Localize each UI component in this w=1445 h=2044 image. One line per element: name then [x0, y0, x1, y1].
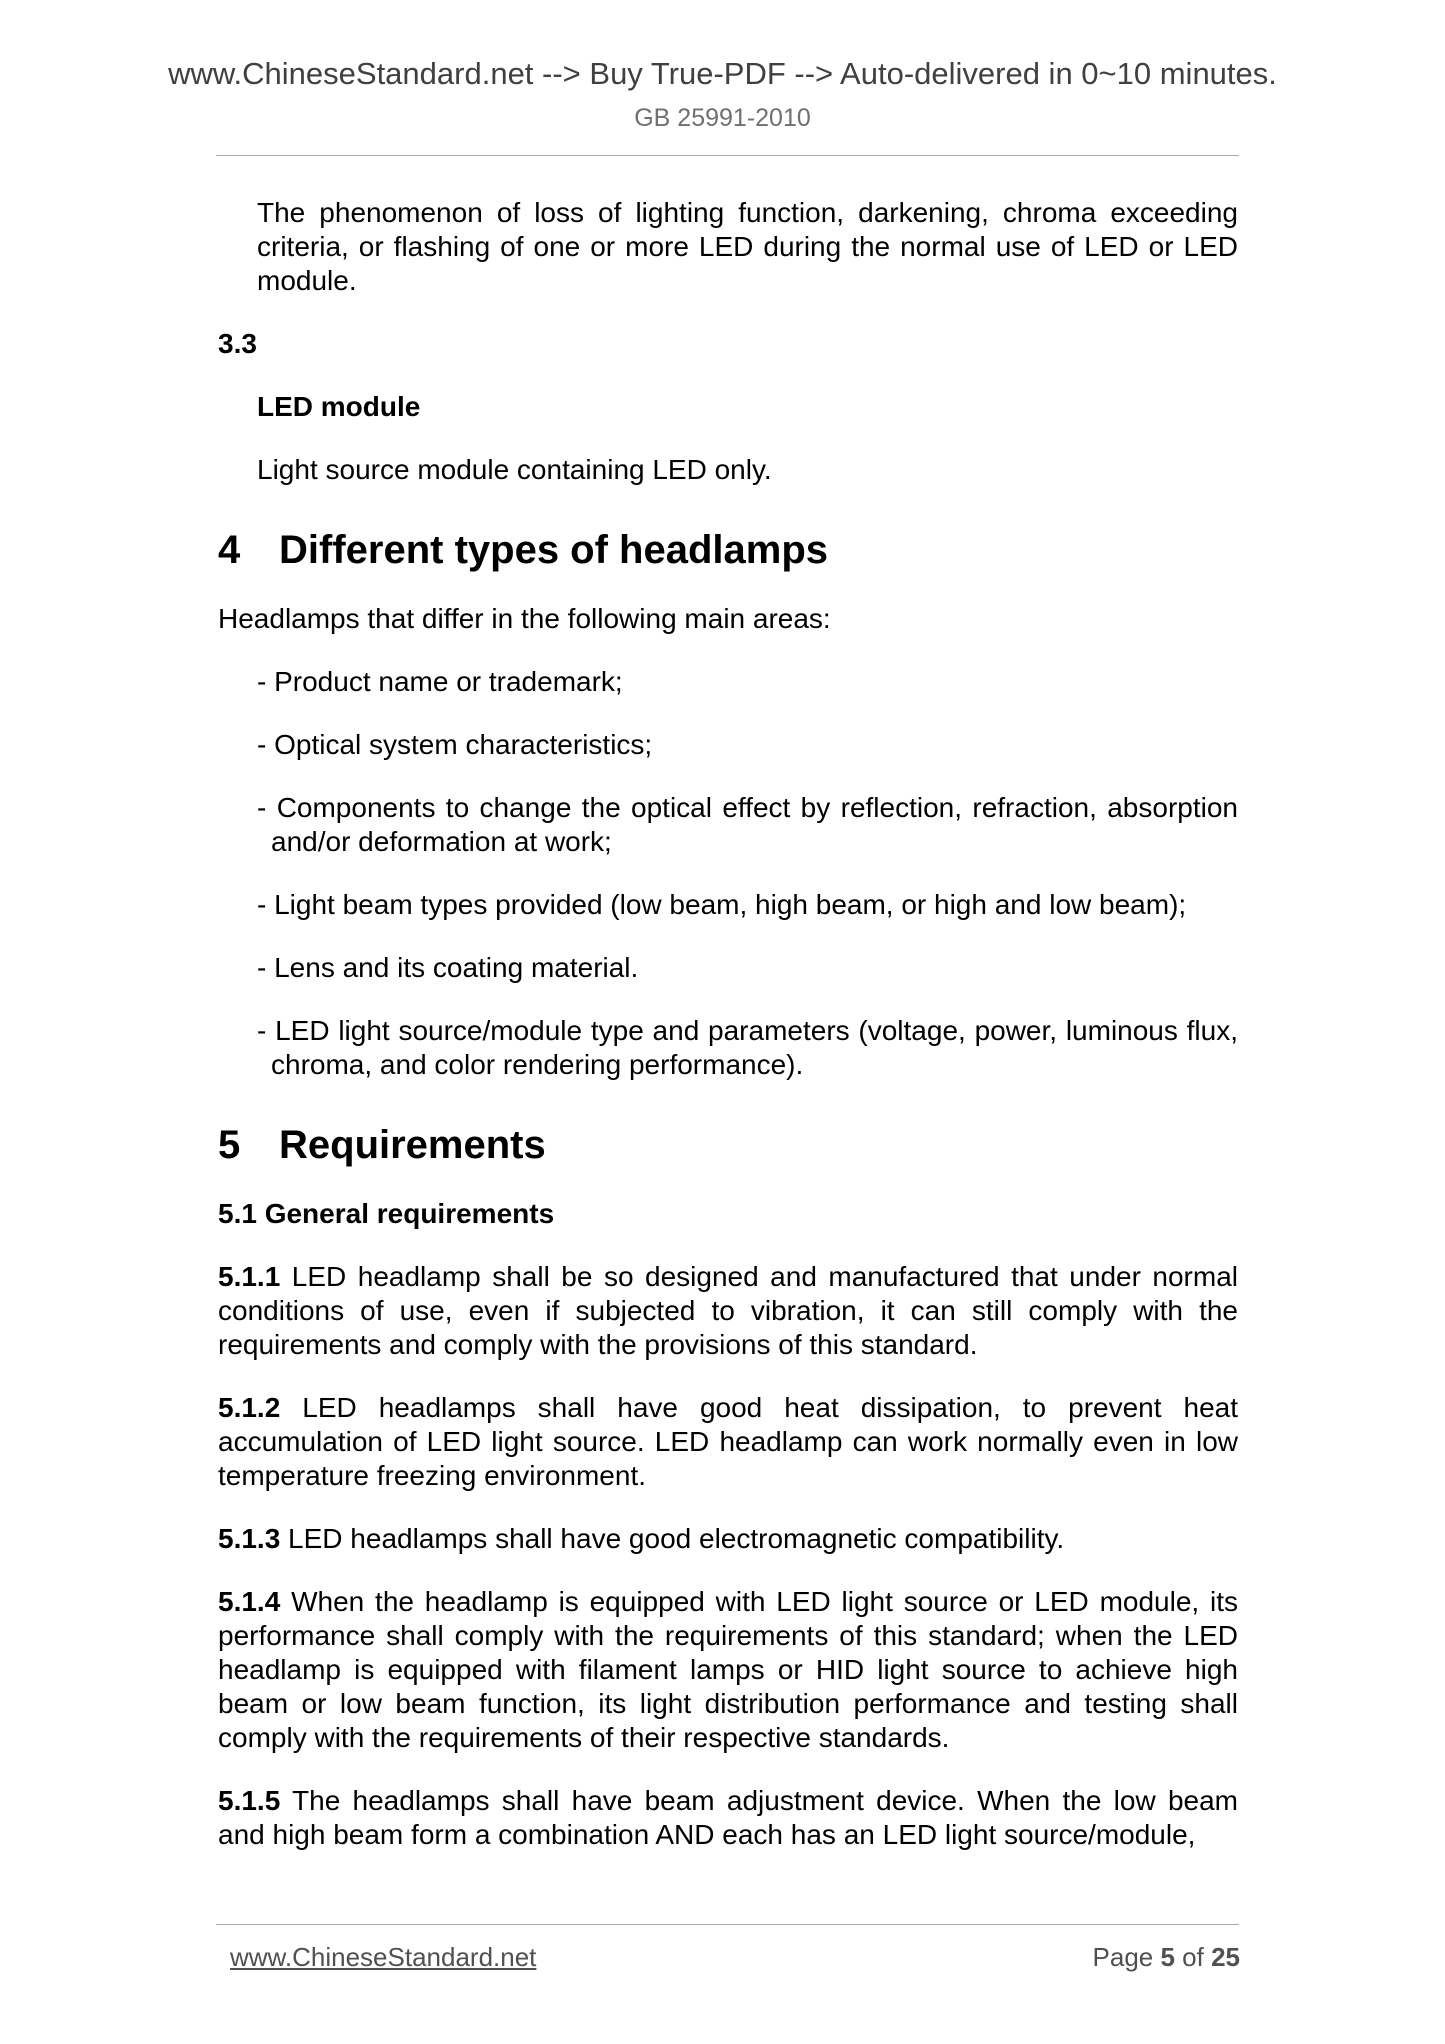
clause-text: LED headlamps shall have good electromagnetic compatibility.	[280, 1523, 1065, 1554]
section-5-heading	[218, 1122, 1238, 1168]
clause-5-1-3	[218, 1522, 1238, 1556]
clause-3-3-number: 3.3	[218, 328, 257, 359]
page-of-label: of	[1174, 1942, 1212, 1972]
clause-5-1-1	[218, 1260, 1238, 1362]
document-body	[218, 196, 1238, 1852]
clause-number: 5.1.5	[218, 1785, 281, 1816]
clause-number: 5.1.3	[218, 1523, 281, 1554]
list-item: - Optical system characteristics;	[257, 729, 653, 760]
clause-5-1-2	[218, 1391, 1238, 1493]
section-4-number: 4	[218, 528, 241, 572]
clause-text: LED headlamps shall have good heat dissipation, to prevent heat accumulation of LED light source. LED headlamp can work normally even in low temperature freezing environment.	[218, 1392, 1238, 1491]
header-banner: www.ChineseStandard.net --> Buy True-PDF --> Auto-delivered in 0~10 minutes.	[168, 56, 1277, 91]
clause-5-1-5	[218, 1784, 1238, 1852]
section-5-title: Requirements	[279, 1123, 546, 1167]
header-divider	[216, 155, 1239, 156]
list-item: - Light beam types provided (low beam, high beam, or high and low beam);	[257, 889, 1187, 920]
footer-site-link[interactable]: www.ChineseStandard.net	[230, 1942, 537, 1972]
footer-page-number	[1093, 1944, 1240, 1970]
list-item: - Lens and its coating material.	[257, 952, 639, 983]
clause-number: 5.1.4	[218, 1586, 281, 1617]
page-total: 25	[1211, 1942, 1240, 1972]
page-label: Page	[1092, 1942, 1161, 1972]
section-4-intro: Headlamps that differ in the following main areas:	[218, 603, 831, 634]
clause-text: LED headlamp shall be so designed and manufactured that under normal conditions of use, even if subjected to vibration, it can still comply with the requirements and comply with the provisions of this standard.	[218, 1261, 1238, 1360]
clause-text: When the headlamp is equipped with LED light source or LED module, its performance shall comply with the requirements of this standard; when the LED headlamp is equipped with filament lamps or HID light source to achieve high beam or low beam function, its light distribution performance and testing shall comply with the requirements of their respective standards.	[218, 1586, 1238, 1753]
list-item: - LED light source/module type and parameters (voltage, power, luminous flux, chroma, and color rendering performance).	[257, 1015, 1238, 1080]
clause-number: 5.1.1	[218, 1261, 281, 1292]
section-5-number: 5	[218, 1123, 241, 1167]
footer-divider	[216, 1924, 1239, 1925]
header-standard-number: GB 25991-2010	[634, 104, 811, 132]
list-item: - Product name or trademark;	[257, 666, 623, 697]
failure-definition: The phenomenon of loss of lighting function, darkening, chroma exceeding criteria, or flashing of one or more LED during the normal use of LED or LED module.	[257, 197, 1238, 296]
clause-text: The headlamps shall have beam adjustment device. When the low beam and high beam form a combination AND each has an LED light source/module,	[218, 1785, 1238, 1850]
page-current: 5	[1160, 1942, 1175, 1972]
subsection-5-1-heading: 5.1 General requirements	[218, 1198, 555, 1229]
clause-number: 5.1.2	[218, 1392, 281, 1423]
clause-5-1-4	[218, 1585, 1238, 1755]
clause-3-3-definition: Light source module containing LED only.	[257, 454, 772, 485]
section-4-title: Different types of headlamps	[279, 528, 829, 572]
list-item: - Components to change the optical effect by reflection, refraction, absorption and/or deformation at work;	[257, 792, 1238, 857]
section-4-heading	[218, 527, 1238, 573]
clause-3-3-term: LED module	[257, 391, 421, 422]
